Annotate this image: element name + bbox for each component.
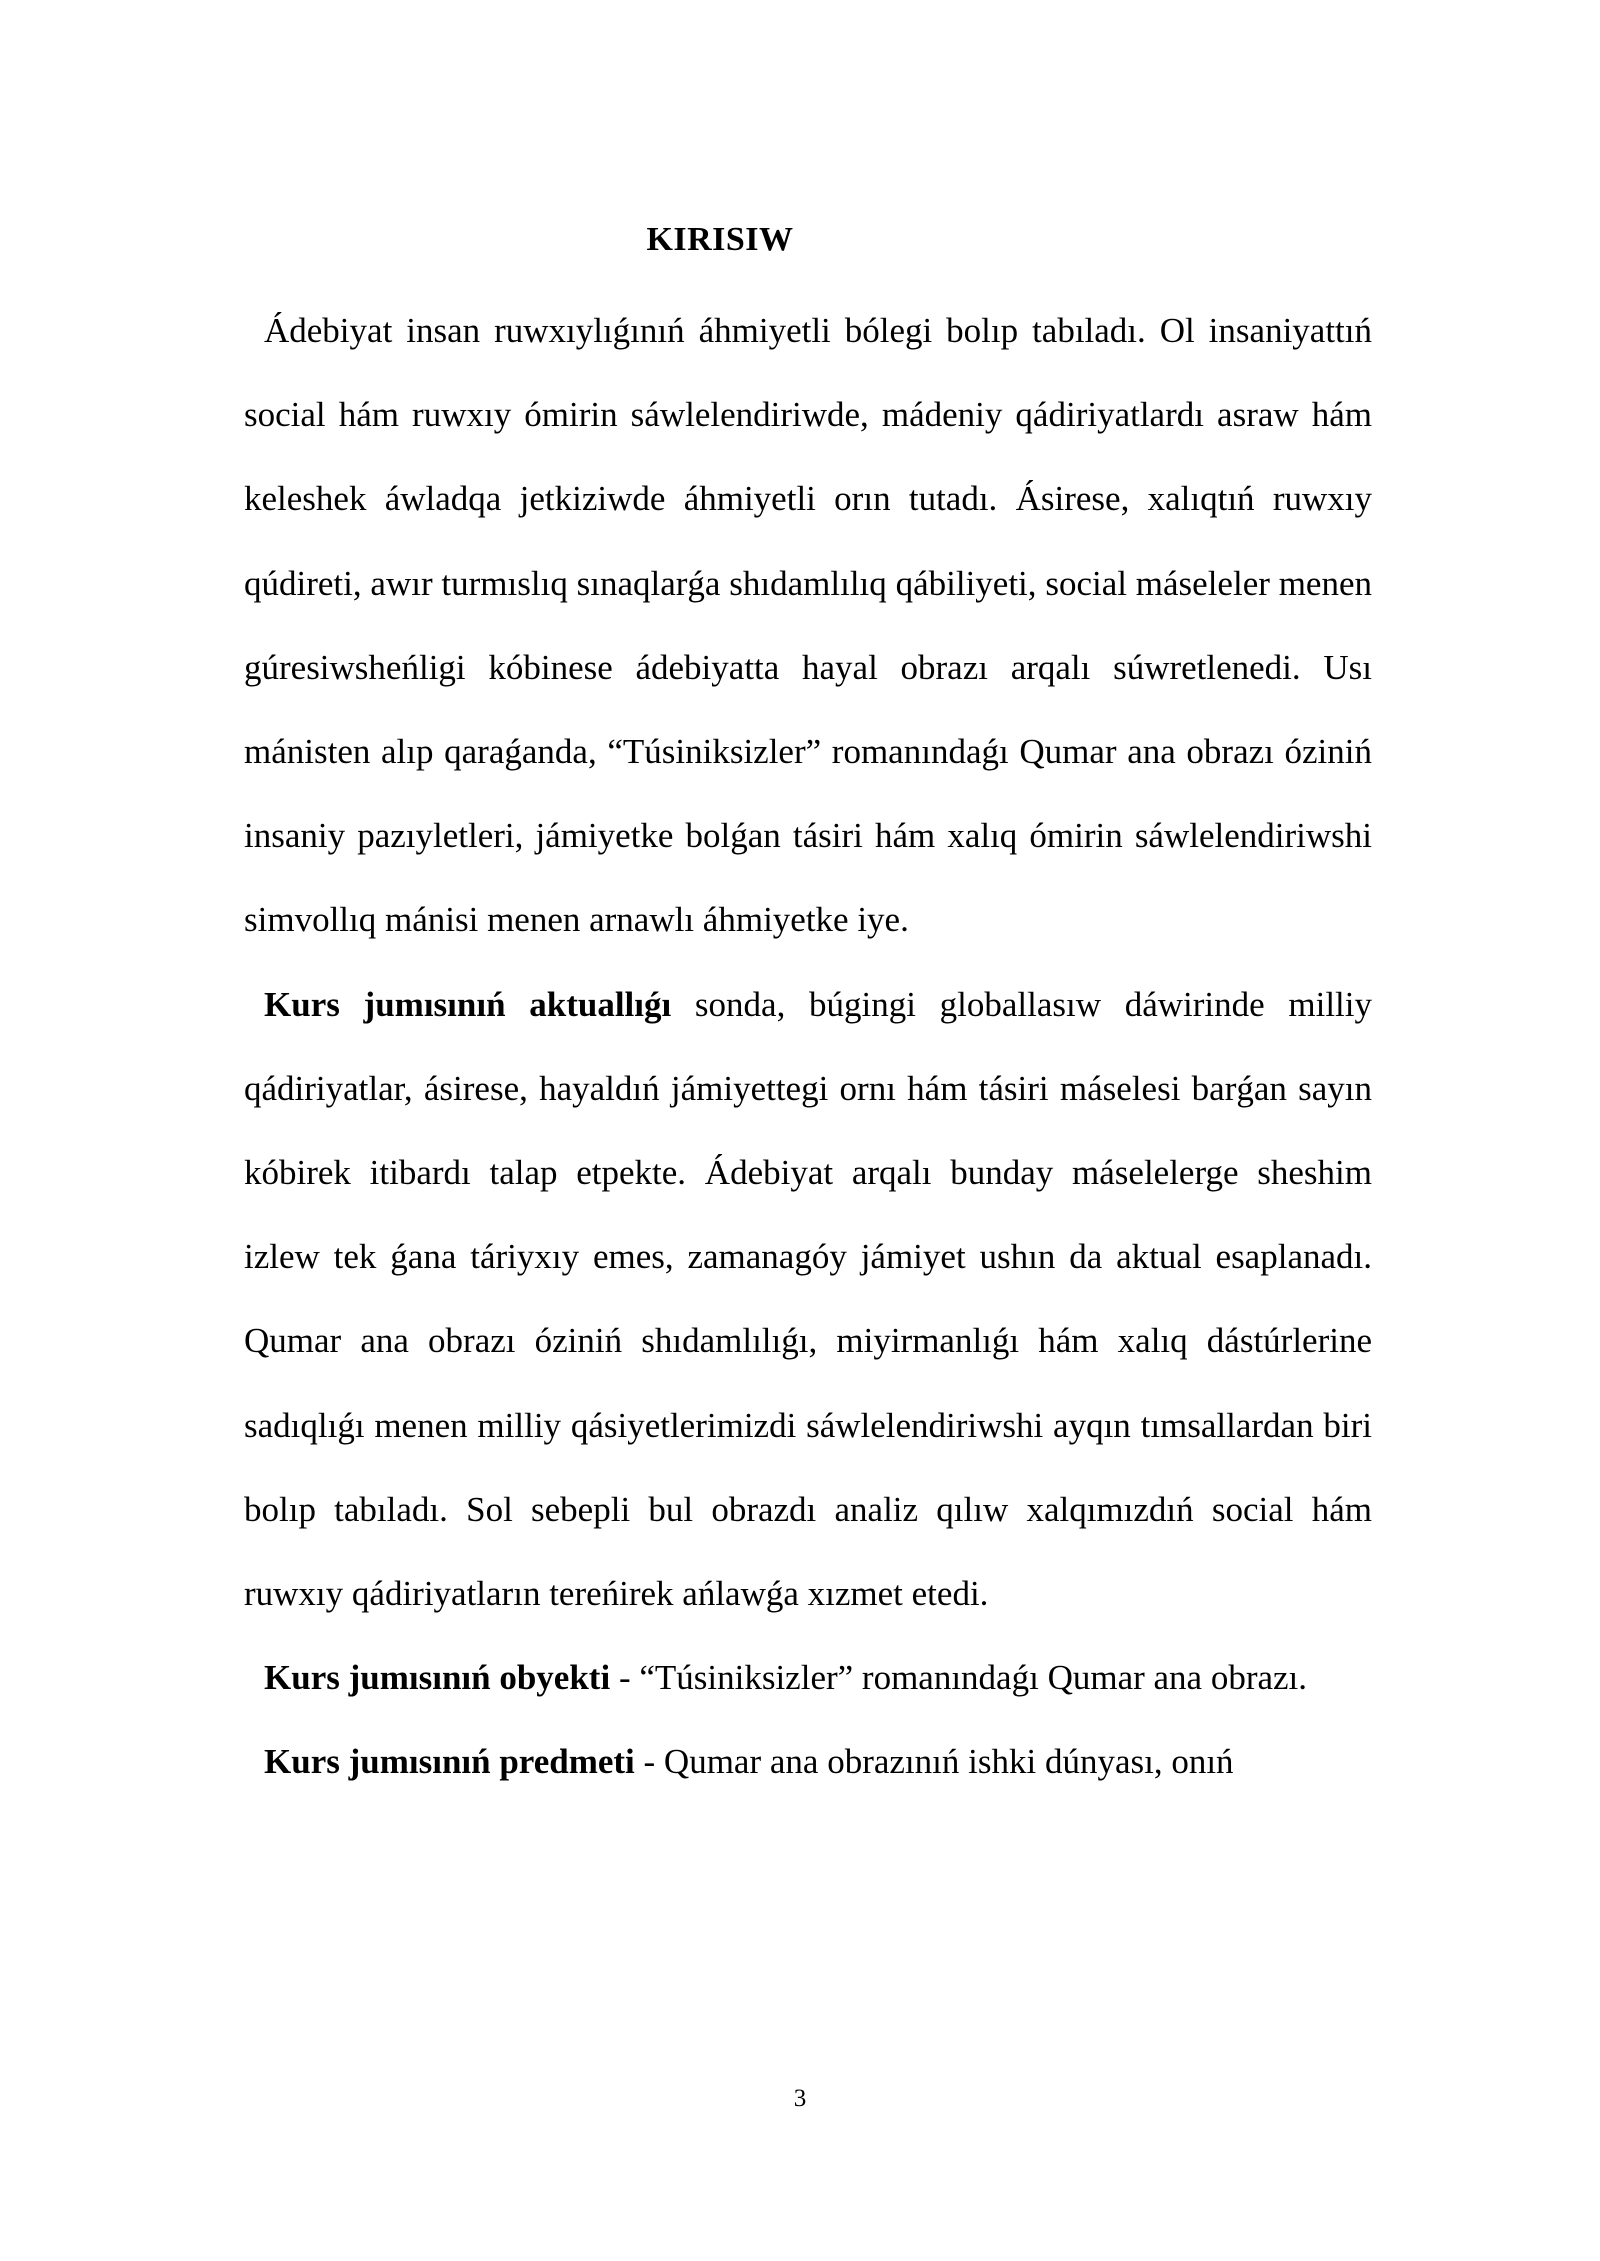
page-title: KIRISIW — [646, 221, 794, 258]
page-number: 3 — [793, 2085, 807, 2112]
paragraph-object — [244, 1636, 1372, 1720]
paragraph-relevance — [244, 963, 1372, 1637]
paragraph-text: sonda, búgingi globallasıw dáwirinde milliy qádiriyatlar, ásirese, hayaldıń jámiyettegi ornı hám tásiri máselesi barǵan sayın kóbirek itibardı talap etpekte. Ádebiyat arqalı bunday máselelerge sheshim izlew tek ǵana táriyxıy emes, zamanagóy jámiyet ushın da aktual esaplanadı. Qumar ana obrazı óziniń shıdamlılıǵı, miyirmanlıǵı hám xalıq dástúrlerine sadıqlıǵı menen milliy qásiyetlerimizdi sáwlelendiriwshi ayqın tımsallardan biri bolıp tabıladı. Sol sebepli bul obrazdı analiz qılıw xalqımızdıń social hám ruwxıy qádiriyatların tereńirek ańlawǵa xızmet etedi. — [244, 984, 1373, 1614]
paragraph-lead: Kurs jumısınıń predmeti — [264, 1742, 635, 1782]
paragraph-text: - Qumar ana obrazınıń ishki dúnyası, onıń — [634, 1742, 1234, 1782]
paragraph-introduction — [244, 289, 1372, 963]
paragraph-text: - “Túsiniksizler” romanındaǵı Qumar ana obrazı. — [610, 1658, 1308, 1698]
paragraph-lead: Kurs jumısınıń obyekti — [264, 1658, 611, 1698]
body-text — [244, 289, 1372, 1805]
paragraph-subject — [244, 1720, 1372, 1804]
paragraph-lead: Kurs jumısınıń aktuallıǵı — [264, 984, 672, 1024]
paragraph-text: Ádebiyat insan ruwxıylıǵınıń áhmiyetli bólegi bolıp tabıladı. Ol insaniyattıń social hám ruwxıy ómirin sáwlelendiriwde, mádeniy qádiriyatlardı asraw hám keleshek áwladqa jetkiziwde áhmiyetli orın tutadı. Ásirese, xalıqtıń ruwxıy qúdireti, awır turmıslıq sınaqlarǵa shıdamlılıq qábiliyeti, social máseleler menen gúresiwsheńligi kóbinese ádebiyatta hayal obrazı arqalı súwretlenedi. Usı mánisten alıp qaraǵanda, “Túsiniksizler” romanındaǵı Qumar ana obrazı óziniń insaniy pazıyletleri, jámiyetke bolǵan tásiri hám xalıq ómirin sáwlelendiriwshi simvollıq mánisi menen arnawlı áhmiyetke iye. — [244, 311, 1372, 940]
